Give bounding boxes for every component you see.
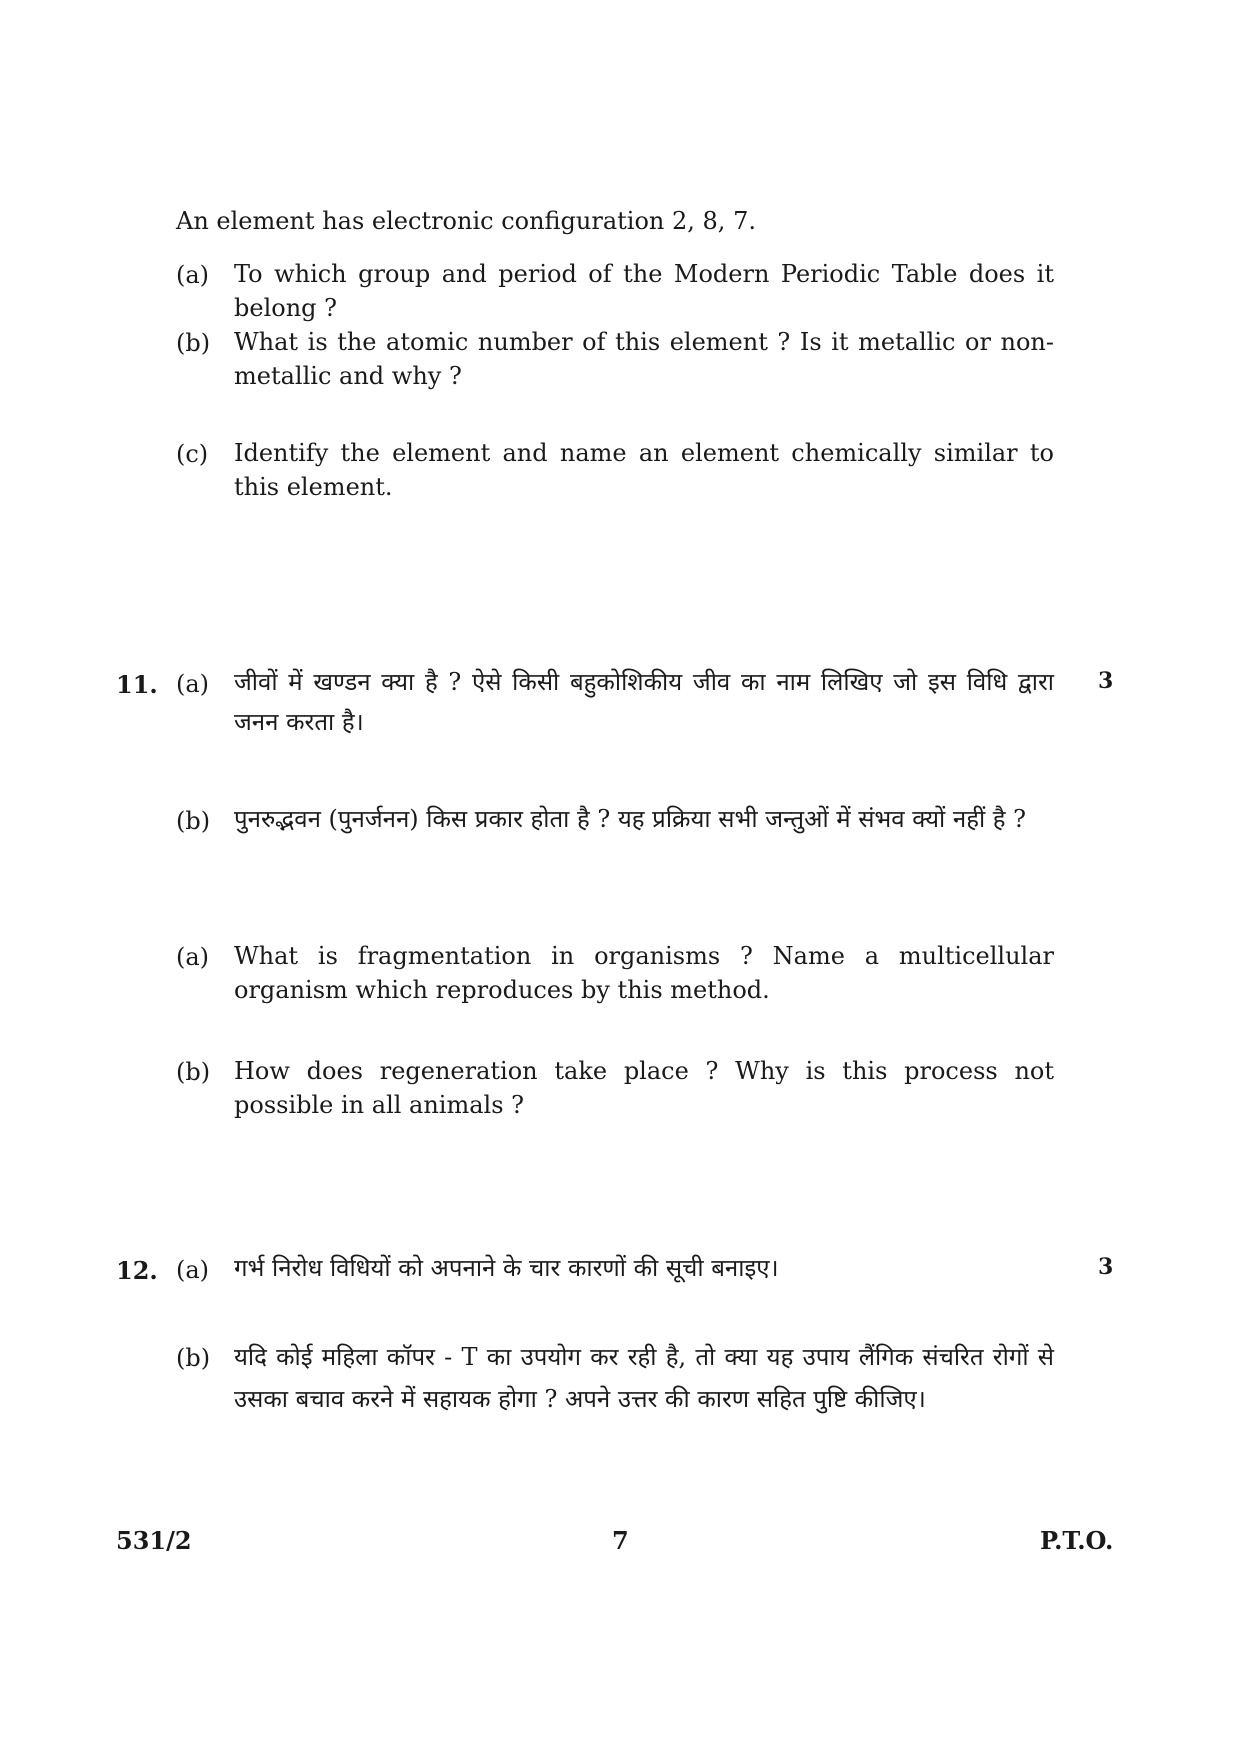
q10-a-label: (a) xyxy=(176,261,210,289)
q12-hindi-b-text: यदि कोई महिला कॉपर - T का उपयोग कर रही है, तो क्या यह उपाय लैंगिक संचरित रोगों से उसका बचाव करने में सहायक होगा ? अपने उत्तर की कारण सहित पुष्टि कीजिए। xyxy=(234,1343,1054,1413)
page-number: 7 xyxy=(612,1526,629,1555)
please-turn-over: P.T.O. xyxy=(1040,1526,1114,1555)
paper-code: 531/2 xyxy=(116,1526,192,1555)
q11-en-b-text: How does regeneration take place ? Why is this process not possible in all animals ? xyxy=(234,1057,1054,1119)
q10-c-text: Identify the element and name an element chemically similar to this element. xyxy=(234,439,1054,501)
question-10-intro: An element has electronic configuration 2, 8, 7. xyxy=(176,207,756,235)
q10-c-label: (c) xyxy=(176,440,209,468)
question-11-marks: 3 xyxy=(1098,668,1114,694)
q12-hindi-b-label: (b) xyxy=(176,1344,211,1372)
q11-hindi-b-text: पुनरुद्भवन (पुनर्जनन) किस प्रकार होता है ? यह प्रक्रिया सभी जन्तुओं में संभव क्यों नहीं है ? xyxy=(234,805,1027,833)
q12-hindi-a-text: गर्भ निरोध विधियों को अपनाने के चार कारणों की सूची बनाइए। xyxy=(234,1254,779,1282)
q11-hindi-a-text: जीवों में खण्डन क्या है ? ऐसे किसी बहुकोशिकीय जीव का नाम लिखिए जो इस विधि द्वारा जनन करता है। xyxy=(234,668,1054,736)
q10-b-text: What is the atomic number of this element ? Is it metallic or non-metallic and why ? xyxy=(234,328,1054,390)
q10-a-text: To which group and period of the Modern Periodic Table does it belong ? xyxy=(234,260,1054,322)
q11-en-a-text: What is fragmentation in organisms ? Name a multicellular organism which reproduces by this method. xyxy=(234,942,1054,1004)
question-12-number: 12. xyxy=(116,1256,158,1285)
q11-hindi-b-label: (b) xyxy=(176,807,211,835)
q11-en-b-label: (b) xyxy=(176,1058,211,1086)
q11-hindi-a-label: (a) xyxy=(176,670,210,698)
question-12-marks: 3 xyxy=(1098,1254,1114,1280)
q10-b-label: (b) xyxy=(176,329,211,357)
question-11-number: 11. xyxy=(116,670,158,699)
q11-en-a-label: (a) xyxy=(176,943,210,971)
q12-hindi-a-label: (a) xyxy=(176,1256,210,1284)
